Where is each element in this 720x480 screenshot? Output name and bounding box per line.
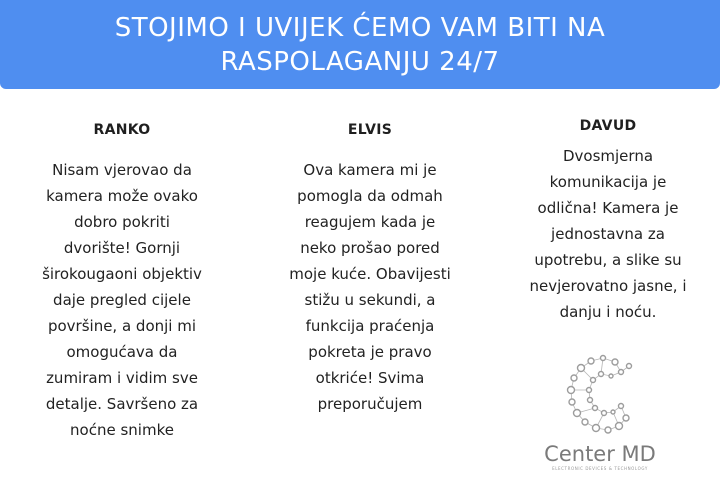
logo-tagline: ELECTRONIC DEVICES & TECHNOLOGY [552,466,648,471]
header-banner [0,0,720,89]
review-card-davud [508,118,708,325]
review-text: Ova kamera mi je pomogla da odmah reagujem kada je neko prošao pored moje kuće. Obavijesti stižu u sekundi, a funkcija praćenja pokreta je pravo otkriće! Svima preporučujem [289,161,451,413]
review-card-elvis [270,118,470,417]
review-text: Dvosmjerna komunikacija je odlična! Kamera je jednostavna za upotrebu, a slike su nevjerovatno jasne, i danju i noću. [529,147,687,321]
page-title: STOJIMO I UVIJEK ĆEMO VAM BITI NA RASPOLAGANJU 24/7 [114,12,606,77]
reviewer-name: ELVIS [347,122,393,138]
review-text: Nisam vjerovao da kamera može ovako dobro pokriti dvorište! Gornji širokougaoni objektiv daje pregled cijele površine, a donji mi omogućava da zumiram i vidim sve detalje. Savršeno za noćne snimke [42,161,202,439]
center-md-logo [525,352,675,471]
review-card-ranko [22,118,222,443]
dotted-c-network-icon [563,352,637,440]
reviewer-name: RANKO [93,122,151,138]
logo-name: Center MD [544,442,656,466]
reviewer-name: DAVUD [579,118,637,134]
